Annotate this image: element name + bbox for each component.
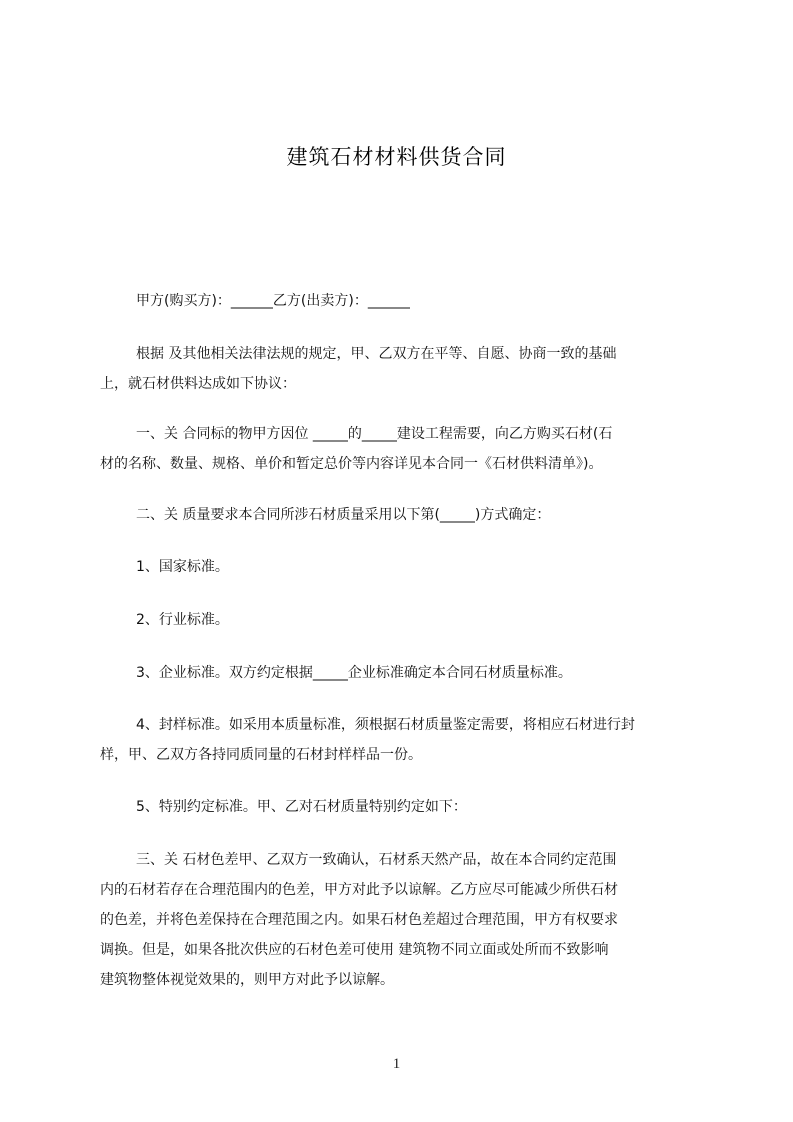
item-3-text: 3、企业标准。双方约定根据_____企业标准确定本合同石材质量标准。: [136, 665, 572, 681]
item-4-line-2: 样，甲、乙双方各持同质同量的石材封样样品一份。: [100, 747, 422, 763]
page-number: 1: [392, 1056, 401, 1072]
preamble-line-2: 上，就石材供料达成如下协议：: [100, 376, 296, 392]
parties-text: 甲方(购买方)：______乙方(出卖方)：______: [136, 293, 410, 309]
clause-2-paragraph: [100, 500, 700, 530]
item-3-paragraph: [100, 658, 700, 688]
clause-2-text: 二、关 质量要求本合同所涉石材质量采用以下第(_____)方式确定：: [136, 507, 551, 523]
clause-1-line-1: 一、关 合同标的物甲方因位 _____的_____建设工程需要，向乙方购买石材(石: [136, 426, 613, 442]
clause-1-line-2: 材的名称、数量、规格、单价和暂定总价等内容详见本合同一《石材供料清单》)。: [100, 456, 603, 472]
item-5-text: 5、特别约定标准。甲、乙对石材质量特别约定如下：: [136, 799, 467, 815]
parties-line: [100, 286, 700, 316]
item-1-text: 1、国家标准。: [136, 559, 229, 575]
clause-3-line-1: 三、关 石材色差甲、乙双方一致确认，石材系天然产品，故在本合同约定范围: [136, 852, 617, 868]
item-1-paragraph: [100, 552, 700, 582]
clause-3-paragraph: [100, 845, 700, 995]
clause-3-line-3: 的色差，并将色差保持在合理范围之内。如果石材色差超过合理范围，甲方有权要求: [100, 912, 618, 928]
item-4-paragraph: [100, 710, 700, 770]
item-5-paragraph: [100, 792, 700, 822]
preamble-paragraph: [100, 339, 700, 399]
clause-3-line-2: 内的石材若存在合理范围内的色差，甲方对此予以谅解。乙方应尽可能减少所供石材: [100, 882, 618, 898]
document-title: 建筑石材材料供货合同: [286, 145, 507, 169]
item-2-text: 2、行业标准。: [136, 612, 229, 628]
clause-1-paragraph: [100, 419, 700, 479]
clause-3-line-5: 建筑物整体视觉效果的，则甲方对此予以谅解。: [100, 972, 394, 988]
item-4-line-1: 4、封样标准。如采用本质量标准，须根据石材质量鉴定需要，将相应石材进行封: [136, 717, 635, 733]
item-2-paragraph: [100, 605, 700, 635]
clause-3-line-4: 调换。但是，如果各批次供应的石材色差可使用 建筑物不同立面或处所而不致影响: [100, 942, 609, 958]
preamble-line-1: 根据 及其他相关法律法规的规定，甲、乙双方在平等、自愿、协商一致的基础: [136, 346, 617, 362]
